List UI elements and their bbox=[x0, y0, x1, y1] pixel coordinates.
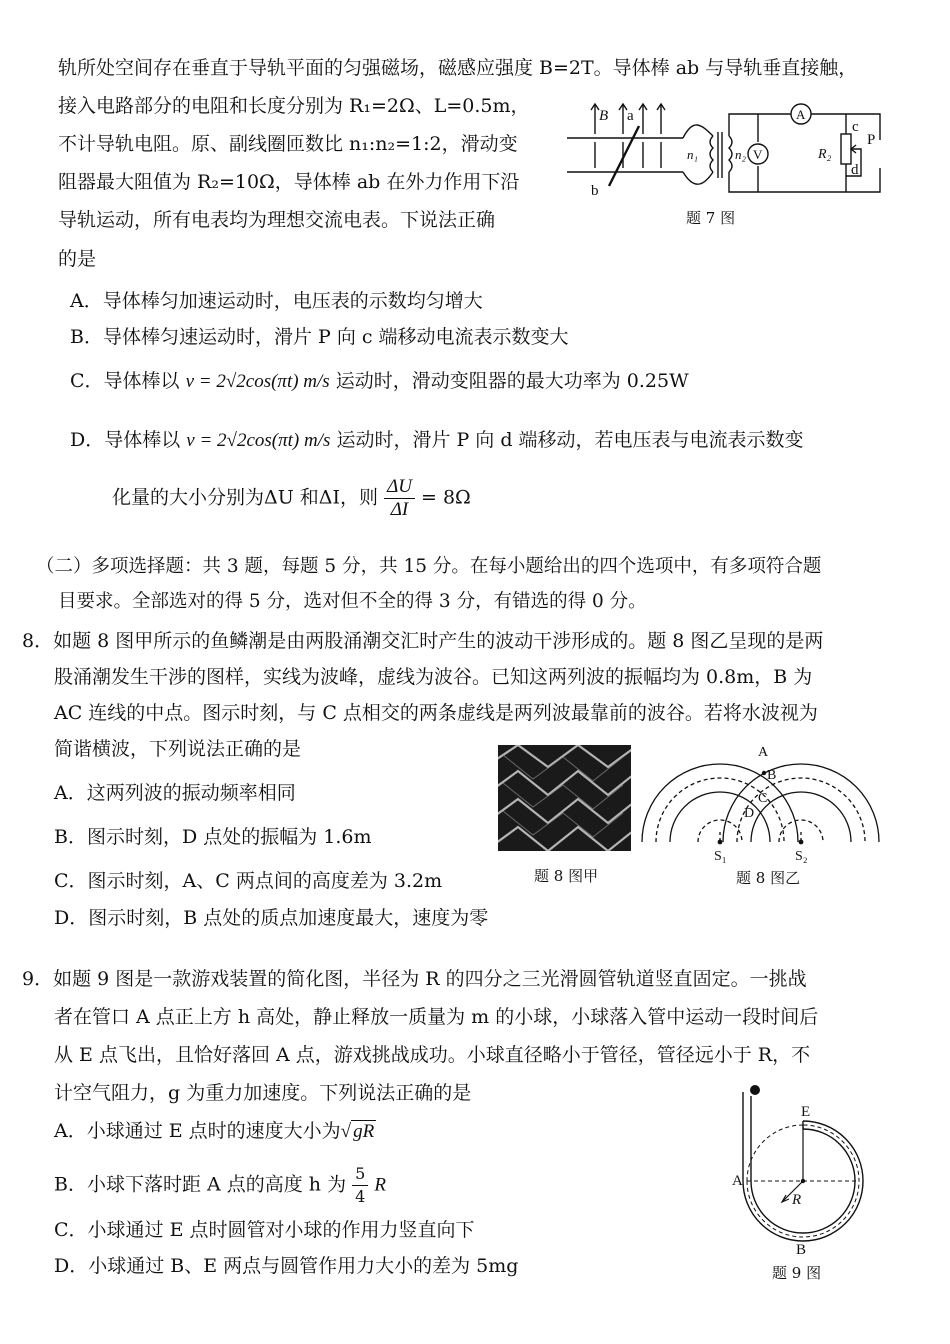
q7-label-c: c bbox=[852, 119, 859, 135]
q7-option-c bbox=[70, 368, 689, 395]
q7-line-1: 轨所处空间存在垂直于导轨平面的匀强磁场，磁感应强度 B=2T。导体棒 ab 与导轨垂直接触， bbox=[58, 57, 858, 79]
q7-option-c-suffix: 运动时，滑动变阻器的最大功率为 0.25W bbox=[335, 370, 689, 392]
q7-label-n2: n₂ bbox=[735, 147, 747, 162]
q7-label-n1: n₁ bbox=[687, 147, 699, 162]
q9-option-c: C．小球通过 E 点时圆管对小球的作用力竖直向下 bbox=[54, 1219, 475, 1241]
q9-tube-track-figure bbox=[728, 1080, 868, 1256]
q8-label-S1: S₁ bbox=[714, 849, 727, 864]
q7-label-P: P bbox=[867, 132, 876, 148]
q9-label-A: A bbox=[732, 1173, 743, 1189]
sqrt-radicand: gR bbox=[353, 1121, 375, 1142]
q7-label-R2: R₂ bbox=[818, 147, 832, 162]
q7-figure-caption: 题 7 图 bbox=[686, 209, 736, 227]
q9-figure-caption: 题 9 图 bbox=[772, 1264, 822, 1282]
q8-label-D: D bbox=[744, 806, 755, 821]
q9-option-b-prefix: B．小球下落时距 A 点的高度 h 为 bbox=[54, 1173, 347, 1196]
q9-option-a-prefix: A．小球通过 E 点时的速度大小为 bbox=[54, 1120, 341, 1142]
q9-line-3: 从 E 点飞出，且恰好落回 A 点，游戏挑战成功。小球直径略小于管径，管径远小于 R，不 bbox=[54, 1044, 811, 1066]
section2-header-line-1: （二）多项选择题：共 3 题，每题 5 分，共 15 分。在每小题给出的四个选项中，有多项符合题 bbox=[36, 556, 822, 577]
q7-line-6: 的是 bbox=[58, 248, 97, 270]
q9-label-B: B bbox=[796, 1242, 807, 1256]
q8-line-1: 8．如题 8 图甲所示的鱼鳞潮是由两股涌潮交汇时产生的波动干涉形成的。题 8 图乙呈现的是两 bbox=[22, 630, 824, 652]
q7-option-b: B．导体棒匀速运动时，滑片 P 向 c 端移动电流表示数变大 bbox=[70, 326, 569, 348]
q7-label-B: B bbox=[599, 108, 609, 124]
q7-option-d-line2-suffix: = 8Ω bbox=[420, 486, 471, 509]
q7-circuit-figure bbox=[565, 96, 895, 211]
q8-option-b: B．图示时刻，D 点处的振幅为 1.6m bbox=[54, 826, 372, 848]
q9-label-R: R bbox=[792, 1192, 802, 1208]
q7-label-b: b bbox=[591, 183, 599, 199]
q7-ammeter-label: A bbox=[796, 107, 806, 122]
section2-header-line-2: 目要求。全部选对的得 5 分，选对但不全的得 3 分，有错选的得 0 分。 bbox=[58, 591, 647, 612]
q7-option-d-suffix: 运动时，滑片 P 向 d 端移动，若电压表与电流表示数变 bbox=[336, 429, 804, 451]
q7-option-d bbox=[70, 427, 804, 454]
q7-line-4: 阻器最大阻值为 R₂=10Ω，导体棒 ab 在外力作用下沿 bbox=[58, 171, 520, 193]
q8-option-a: A．这两列波的振动频率相同 bbox=[54, 782, 296, 804]
fraction-numerator: ΔU bbox=[384, 476, 415, 499]
q8-label-A: A bbox=[758, 745, 769, 760]
q7-option-c-prefix: C．导体棒以 bbox=[70, 370, 180, 392]
fraction-numerator: 5 bbox=[352, 1163, 368, 1186]
q7-line-5: 导轨运动，所有电表均为理想交流电表。下说法正确 bbox=[58, 209, 496, 231]
q9-option-a-sqrt: √ gR bbox=[340, 1121, 375, 1142]
q9-line-4: 计空气阻力，g 为重力加速度。下列说法正确的是 bbox=[54, 1082, 472, 1104]
q7-label-d: d bbox=[851, 162, 859, 178]
q7-option-d-continued bbox=[112, 476, 471, 521]
q9-label-E: E bbox=[801, 1104, 811, 1120]
q7-voltmeter-label: V bbox=[753, 147, 763, 162]
q8-label-B: B bbox=[767, 768, 777, 783]
q8-label-C: C bbox=[758, 791, 768, 806]
q9-option-b-suffix: R bbox=[374, 1174, 386, 1196]
q9-option-b bbox=[54, 1163, 386, 1208]
q7-label-a: a bbox=[627, 108, 634, 124]
q7-option-d-prefix: D．导体棒以 bbox=[70, 429, 181, 451]
q8-interference-diagram bbox=[638, 740, 896, 866]
q8-fish-scale-tide-photo bbox=[498, 745, 631, 851]
q7-line-3: 不计导轨电阻。原、副线圈匝数比 n₁:n₂=1:2，滑动变 bbox=[58, 133, 518, 155]
q8-line-2: 股涌潮发生干涉的图样，实线为波峰，虚线为波谷。已知这两列波的振幅均为 0.8m，B 为 bbox=[54, 666, 813, 688]
q9-line-2: 者在管口 A 点正上方 h 高处，静止释放一质量为 m 的小球，小球落入管中运动一段时间后 bbox=[54, 1006, 819, 1028]
q8-figure-a-caption: 题 8 图甲 bbox=[534, 867, 599, 885]
q8-line-3: AC 连线的中点。图示时刻，与 C 点相交的两条虚线是两列波最靠前的波谷。若将水波视为 bbox=[54, 702, 818, 724]
q8-option-d: D．图示时刻，B 点处的质点加速度最大，速度为零 bbox=[54, 907, 489, 929]
q9-option-d: D．小球通过 B、E 两点与圆管作用力大小的差为 5mg bbox=[54, 1255, 519, 1277]
q7-option-d-equation: v = 2√2cos(πt) m/s bbox=[186, 430, 331, 451]
fraction-denominator: ΔI bbox=[390, 499, 409, 520]
q7-option-d-fraction bbox=[384, 476, 415, 521]
fraction-denominator: 4 bbox=[355, 1187, 366, 1206]
q7-line-2: 接入电路部分的电阻和长度分别为 R₁=2Ω、L=0.5m， bbox=[58, 95, 530, 117]
q7-option-d-line2-prefix: 化量的大小分别为ΔU 和ΔI，则 bbox=[112, 486, 379, 509]
q8-option-c: C．图示时刻，A、C 两点间的高度差为 3.2m bbox=[54, 870, 443, 892]
q9-option-b-fraction bbox=[352, 1163, 368, 1208]
q8-figure-b-caption: 题 8 图乙 bbox=[736, 869, 801, 887]
q9-option-a bbox=[54, 1118, 376, 1145]
q7-option-c-equation: v = 2√2cos(πt) m/s bbox=[185, 371, 330, 392]
q8-label-S2: S₂ bbox=[795, 849, 808, 864]
q9-line-1: 9．如题 9 图是一款游戏装置的简化图，半径为 R 的四分之三光滑圆管轨道竖直固定。一挑战 bbox=[22, 968, 807, 990]
q8-line-4: 简谐横波，下列说法正确的是 bbox=[54, 738, 302, 760]
q7-option-a: A．导体棒匀加速运动时，电压表的示数均匀增大 bbox=[70, 290, 483, 312]
